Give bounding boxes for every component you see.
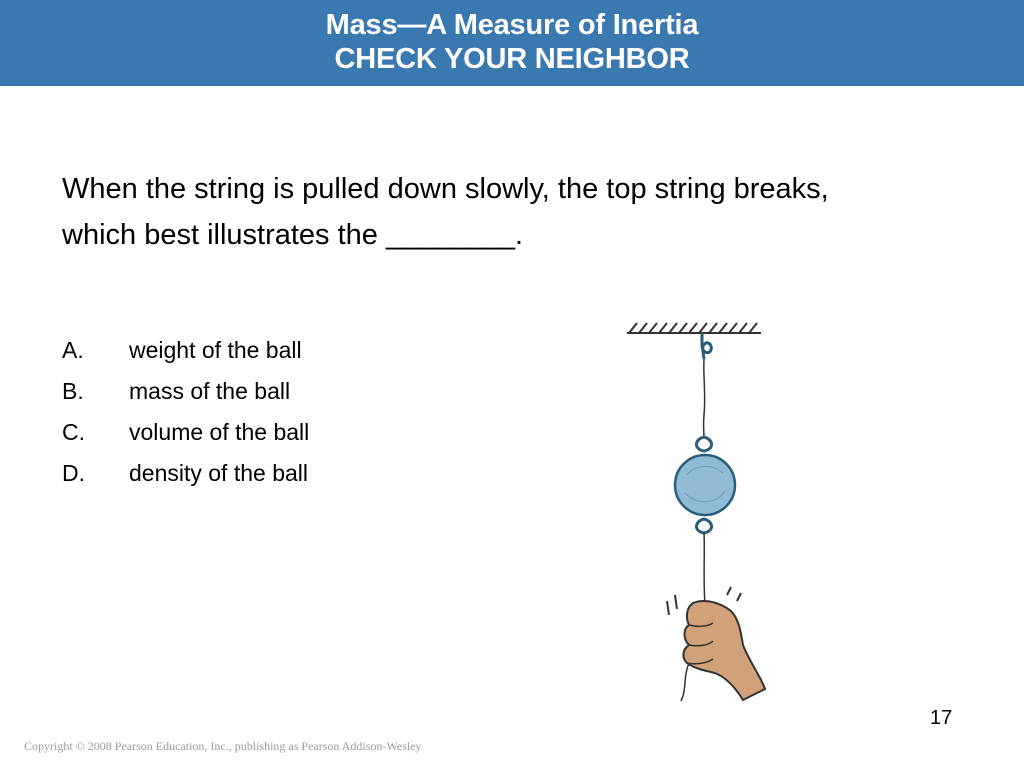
bottom-loop bbox=[696, 519, 711, 533]
top-loop bbox=[696, 437, 711, 451]
copyright-footer: Copyright © 2008 Pearson Education, Inc., publishing as Pearson Addison-Wesley bbox=[24, 739, 422, 753]
option-letter: B. bbox=[62, 378, 84, 404]
option-letter: D. bbox=[62, 460, 85, 486]
page-number: 17 bbox=[930, 707, 953, 729]
string-end bbox=[681, 663, 689, 701]
option-text: volume of the ball bbox=[129, 419, 310, 445]
ceiling bbox=[627, 323, 761, 333]
option-text: weight of the ball bbox=[129, 337, 302, 363]
question-text: When the string is pulled down slowly, the top string breaks, which best illustrates the ________. bbox=[62, 173, 829, 251]
option-text: mass of the ball bbox=[129, 378, 291, 404]
option-d bbox=[62, 453, 482, 494]
option-a bbox=[62, 330, 482, 371]
option-letter: A. bbox=[62, 337, 84, 363]
ball bbox=[675, 455, 735, 515]
answer-options bbox=[62, 330, 482, 494]
slide-title: Mass—A Measure of Inertia bbox=[325, 9, 699, 41]
ball-on-string-illustration bbox=[615, 315, 780, 715]
option-c bbox=[62, 412, 482, 453]
bottom-string bbox=[704, 533, 705, 605]
slide-subtitle: CHECK YOUR NEIGHBOR bbox=[334, 43, 690, 75]
option-b bbox=[62, 371, 482, 412]
top-string bbox=[704, 359, 705, 437]
option-letter: C. bbox=[62, 419, 85, 445]
slide-header bbox=[0, 0, 1024, 86]
option-text: density of the ball bbox=[129, 460, 309, 486]
hand bbox=[683, 601, 765, 700]
ceiling-hook bbox=[702, 333, 711, 359]
